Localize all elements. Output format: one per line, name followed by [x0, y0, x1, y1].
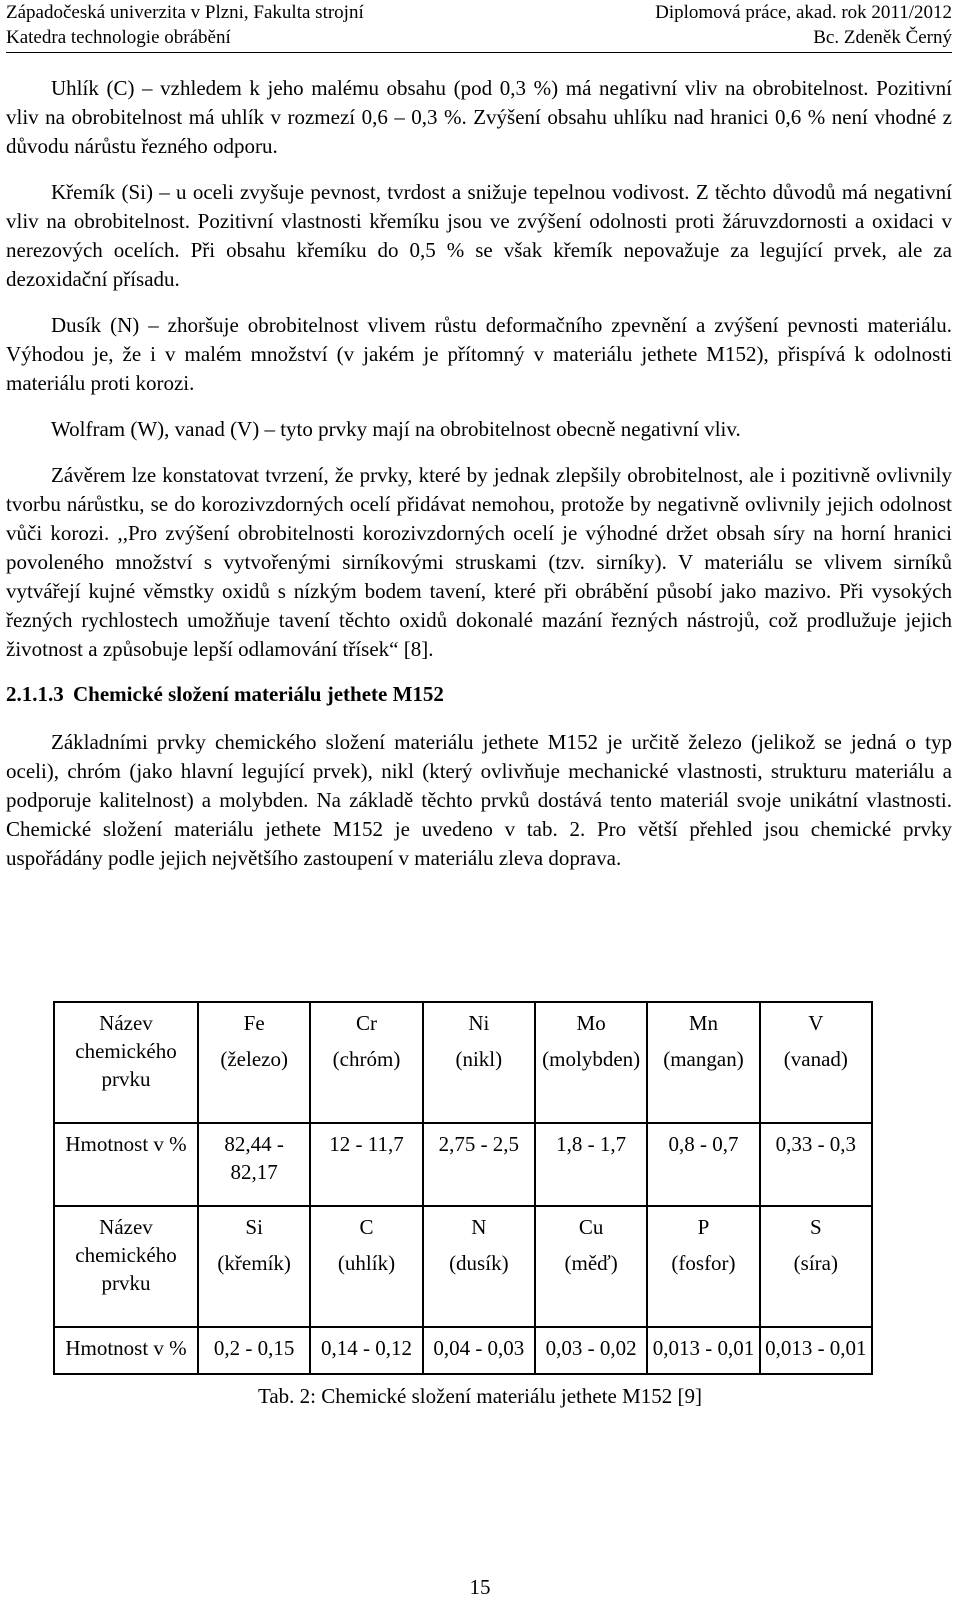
header-department: Katedra technologie obrábění: [6, 27, 231, 48]
element-cell: [535, 1002, 647, 1123]
table-row: [54, 1002, 872, 1123]
element-name: (chróm): [332, 1047, 401, 1071]
element-symbol: Mn: [688, 1011, 719, 1035]
mass-cell: 0,8 - 0,7: [647, 1123, 759, 1207]
element-cell: [760, 1002, 872, 1123]
mass-cell: 0,013 - 0,01: [647, 1327, 759, 1374]
element-cell: [647, 1206, 759, 1327]
element-name: (molybden): [542, 1047, 641, 1071]
header-university: Západočeská univerzita v Plzni, Fakulta strojní: [6, 2, 364, 23]
header-bottom-line: [6, 25, 952, 50]
element-name: (mangan): [663, 1047, 744, 1071]
element-cell: [198, 1002, 310, 1123]
element-cell: [310, 1002, 422, 1123]
element-cell: [423, 1002, 535, 1123]
table-row: [54, 1327, 872, 1374]
table-header-cell: Název chemického prvku: [54, 1206, 198, 1327]
element-name: (síra): [793, 1251, 838, 1276]
element-symbol: Ni: [468, 1011, 490, 1035]
mass-cell: 0,2 - 0,15: [198, 1327, 310, 1374]
section-number: 2.1.1.3: [6, 682, 64, 706]
table-caption: Tab. 2: Chemické složení materiálu jethete M152 [9]: [257, 1384, 703, 1408]
element-cell: [760, 1206, 872, 1327]
element-name: (dusík): [449, 1251, 509, 1276]
header-author: Bc. Zdeněk Černý: [813, 27, 952, 48]
element-cell: [423, 1206, 535, 1327]
element-symbol: V: [808, 1011, 824, 1035]
table-header-cell: Název chemického prvku: [54, 1002, 198, 1123]
page-content: [6, 74, 952, 873]
mass-cell: 0,013 - 0,01: [760, 1327, 872, 1374]
paragraph-conclusion: Závěrem lze konstatovat tvrzení, že prvky, které by jednak zlepšily obrobitelnost, ale i pozitivně ovlivnily tvorbu nárůstku, se do korozivzdorných ocelí přidávat nemohou, protože by negativně ovlivnily jejich odolnost vůči korozi. ,,Pro zvýšení obrobitelnosti korozivzdorných ocelí je výhodné držet obsah síry na horní hranici povoleného množství s vytvořenými sirníkovými struskami (tzv. sirníky). V materiálu se vlivem sirníků vytvářejí kujné věmstky oxidů s nízkým bodem tavení, které při obrábění působí jako mazivo. Při vysokých řezných rychlostech umožňuje tavení těchto oxidů dokonalé mazání řezných nástrojů, což prodlužuje jejich životnost a způsobuje lepší odlamování třísek“ [8].: [6, 463, 952, 661]
element-name: (železo): [220, 1047, 288, 1071]
mass-cell: 0,33 - 0,3: [760, 1123, 872, 1207]
element-symbol: Cr: [355, 1011, 377, 1035]
element-symbol: C: [359, 1215, 374, 1240]
element-symbol: S: [809, 1215, 822, 1240]
element-symbol: Mo: [576, 1011, 606, 1035]
paragraph-tungsten-vanadium: Wolfram (W), vanad (V) – tyto prvky mají na obrobitelnost obecně negativní vliv.: [51, 417, 741, 441]
paragraph-nitrogen: Dusík (N) – zhoršuje obrobitelnost vlivem růstu deformačního zpevnění a zvýšení pevnosti materiálu. Výhodou je, že i v malém množství (v jakém je přítomný v materiálu jethete M152), přispívá k odolnosti materiálu proti korozi.: [6, 313, 952, 395]
header-thesis-info: Diplomová práce, akad. rok 2011/2012: [655, 2, 952, 23]
table-header-cell: Hmotnost v %: [54, 1123, 198, 1207]
mass-cell: 0,04 - 0,03: [423, 1327, 535, 1374]
header-top-line: [6, 0, 952, 25]
paragraph-silicon: Křemík (Si) – u oceli zvyšuje pevnost, tvrdost a snižuje tepelnou vodivost. Z těchto důvodů má negativní vliv na obrobitelnost. Pozitivní vlastnosti křemíku jsou ve zvýšení odolnosti proti žáruvzdornosti a oxidaci v nerezových ocelích. Při obsahu křemíku do 0,5 % se však křemík nepovažuje za legující prvek, ale za dezoxidační přísadu.: [6, 180, 952, 291]
element-cell: [535, 1206, 647, 1327]
mass-cell: 82,44 - 82,17: [198, 1123, 310, 1207]
element-name: (vanad): [783, 1047, 848, 1071]
element-symbol: N: [471, 1215, 487, 1240]
element-name: (nikl): [455, 1047, 503, 1071]
mass-cell: 12 - 11,7: [310, 1123, 422, 1207]
element-name: (křemík): [217, 1251, 291, 1276]
mass-cell: 0,14 - 0,12: [310, 1327, 422, 1374]
element-name: (měď): [564, 1251, 618, 1276]
element-symbol: Si: [245, 1215, 263, 1240]
table-header-cell: Hmotnost v %: [54, 1327, 198, 1374]
paragraph-composition: Základními prvky chemického složení materiálu jethete M152 je určitě železo (jelikož se jedná o typ oceli), chróm (jako hlavní legující prvek), nikl (který ovlivňuje mechanické vlastnosti, strukturu materiálu a podporuje kalitelnost) a molybden. Na základě těchto prvků dostává tento materiál svoje unikátní vlastnosti. Chemické složení materiálu jethete M152 je uvedeno v tab. 2. Pro větší přehled jsou chemické prvky uspořádány podle jejich největšího zastoupení v materiálu zleva doprava.: [6, 730, 952, 870]
element-name: (uhlík): [337, 1251, 396, 1276]
table-row: [54, 1206, 872, 1327]
mass-cell: 1,8 - 1,7: [535, 1123, 647, 1207]
element-symbol: Cu: [578, 1215, 604, 1240]
paragraph-carbon: Uhlík (C) – vzhledem k jeho malému obsahu (pod 0,3 %) má negativní vliv na obrobitelnost. Pozitivní vliv na obrobitelnost má uhlík v rozmezí 0,6 – 0,3 %. Zvýšení obsahu uhlíku nad hranici 0,6 % není vhodné z důvodu nárůstu řezného odporu.: [6, 76, 952, 158]
element-symbol: Fe: [243, 1011, 265, 1035]
section-title-text: Chemické složení materiálu jethete M152: [73, 682, 444, 706]
page-number: 15: [469, 1575, 491, 1599]
chemical-composition-table: [53, 1001, 873, 1375]
mass-cell: 0,03 - 0,02: [535, 1327, 647, 1374]
element-name: (fosfor): [671, 1251, 736, 1276]
element-cell: [198, 1206, 310, 1327]
table-row: [54, 1123, 872, 1207]
element-cell: [310, 1206, 422, 1327]
mass-cell: 2,75 - 2,5: [423, 1123, 535, 1207]
page-header: [6, 0, 952, 53]
element-symbol: P: [697, 1215, 710, 1240]
element-cell: [647, 1002, 759, 1123]
section-heading: [6, 680, 952, 709]
